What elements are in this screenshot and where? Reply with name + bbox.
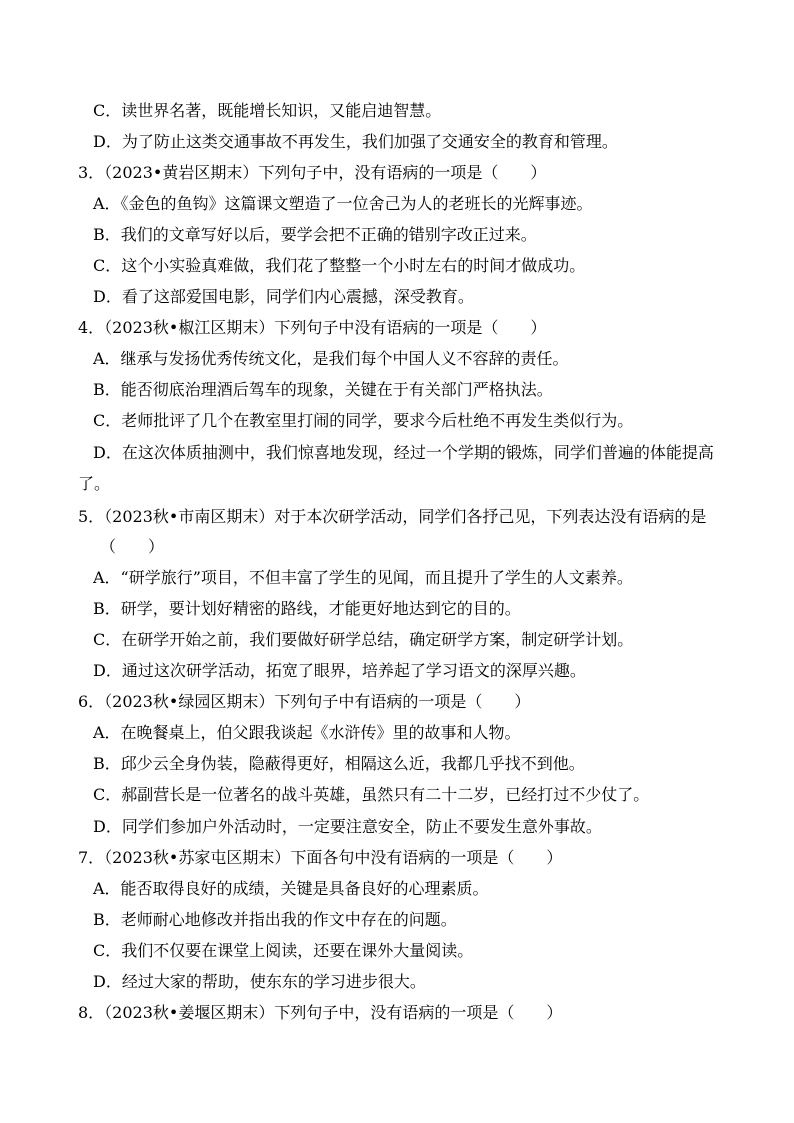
- option-line: B．老师耐心地修改并指出我的作文中存在的问题。: [93, 910, 457, 929]
- option-line: C．读世界名著，既能增长知识，又能启迪智慧。: [93, 101, 442, 120]
- option-line: D．通过这次研学活动，拓宽了眼界，培养起了学习语文的深厚兴趣。: [93, 661, 586, 680]
- question-line: 6．（2023秋•绿园区期末）下列句子中有语病的一项是（ ）: [78, 692, 531, 711]
- option-line: B．邱少云全身伪装，隐蔽得更好，相隔这么近，我都几乎找不到他。: [93, 754, 585, 773]
- option-line: C．我们不仅要在课堂上阅读，还要在课外大量阅读。: [93, 941, 474, 960]
- option-line: C．这个小实验真难做，我们花了整整一个小时左右的时间才做成功。: [93, 256, 586, 275]
- question-line: 4．（2023秋•椒江区期末）下列句子中没有语病的一项是（ ）: [78, 318, 547, 337]
- option-line: C．郝副营长是一位著名的战斗英雄，虽然只有二十二岁，已经打过不少仗了。: [93, 785, 650, 804]
- option-line: A．“研学旅行”项目，不但丰富了学生的见闻，而且提升了学生的人文素养。: [93, 568, 633, 587]
- question-continuation: （ ）: [100, 537, 165, 556]
- option-line: B．研学，要计划好精密的路线，才能更好地达到它的目的。: [93, 599, 521, 618]
- option-line: B．能否彻底治理酒后驾车的现象，关键在于有关部门严格执法。: [93, 380, 553, 399]
- question-line: 5．（2023秋•市南区期末）对于本次研学活动，同学们各抒己见，下列表达没有语病的是: [78, 507, 707, 526]
- option-line: D．看了这部爱国电影，同学们内心震撼，深受教育。: [93, 287, 474, 306]
- option-continuation: 了。: [78, 474, 111, 493]
- option-line: A．继承与发扬优秀传统文化，是我们每个中国人义不容辞的责任。: [93, 349, 569, 368]
- question-line: 7．（2023秋•苏家屯区期末）下面各句中没有语病的一项是（ ）: [78, 848, 563, 867]
- option-line: A．能否取得良好的成绩，关键是具备良好的心理素质。: [93, 879, 489, 898]
- option-line: D．在这次体质抽测中，我们惊喜地发现，经过一个学期的锻炼，同学们普遍的体能提高: [93, 443, 714, 462]
- question-line: 3．（2023•黄岩区期末）下列句子中，没有语病的一项是（ ）: [78, 163, 547, 182]
- option-line: D．为了防止这类交通事故不再发生，我们加强了交通安全的教育和管理。: [93, 132, 618, 151]
- option-line: A．在晚餐桌上，伯父跟我谈起《水浒传》里的故事和人物。: [93, 723, 521, 742]
- option-line: C．老师批评了几个在教室里打闹的同学，要求今后杜绝不再发生类似行为。: [93, 411, 634, 430]
- option-line: A．《金色的鱼钩》这篇课文塑造了一位舍己为人的老班长的光辉事迹。: [93, 194, 593, 213]
- question-line: 8．（2023秋•姜堰区期末）下列句子中，没有语病的一项是（ ）: [78, 1003, 563, 1022]
- option-line: D．同学们参加户外活动时，一定要注意安全，防止不要发生意外事故。: [93, 817, 602, 836]
- option-line: B．我们的文章写好以后，要学会把不正确的错别字改正过来。: [93, 225, 537, 244]
- option-line: C．在研学开始之前，我们要做好研学总结，确定研学方案，制定研学计划。: [93, 630, 634, 649]
- option-line: D．经过大家的帮助，使东东的学习进步很大。: [93, 972, 426, 991]
